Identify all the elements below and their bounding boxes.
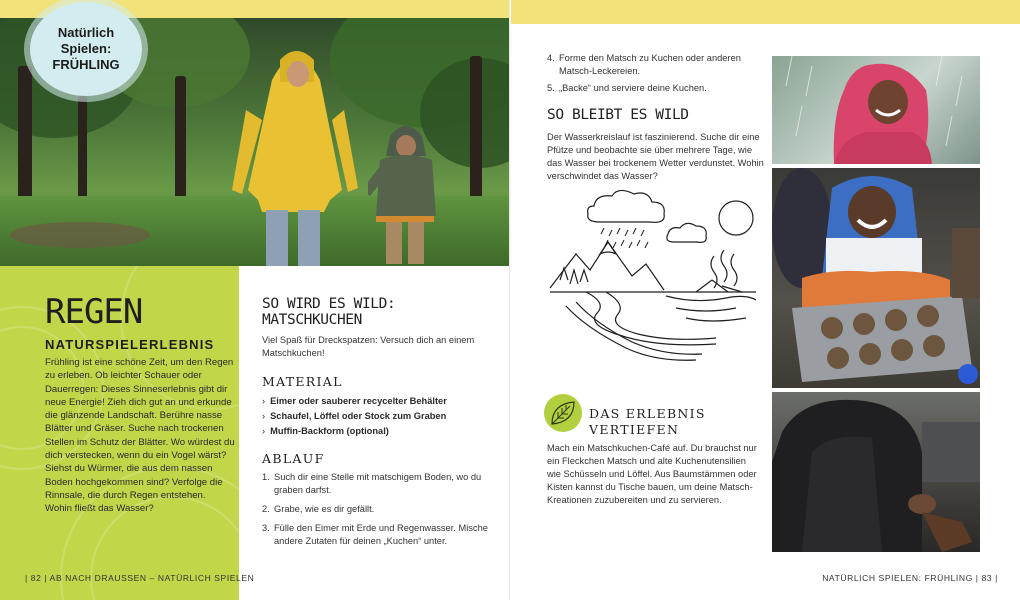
ablauf-heading: ABLAUF [262, 451, 325, 466]
list-item [262, 503, 500, 516]
list-item [262, 471, 500, 497]
keep-wild-text: Der Wasserkreislauf ist faszinierend. Suche dir eine Pfütze und beobachte sie über mehrere Tage, wie das Wasser bei trockenem Wetter verdunstet. Wohin verschwindet das Wasser? [547, 132, 764, 181]
black-jacket-child-graphic [772, 392, 980, 552]
badge-line3: FRÜHLING [52, 57, 120, 72]
list-item [262, 424, 500, 439]
steps-list-continued [547, 52, 765, 95]
list-item [262, 522, 500, 548]
step-text: Forme den Matsch zu Kuchen oder anderen Matsch-Leckereien. [559, 53, 741, 76]
leaf-icon-graphic [544, 394, 582, 432]
photo-child-in-black-jacket [772, 392, 980, 552]
material-list [262, 394, 500, 439]
deepen-text: Mach ein Matschkuchen-Café auf. Du brauchst nur ein Fleckchen Matsch und alte Kuchenutensilien wie Schüsseln und Löffel. Aus Baumstämmen oder Kisten kannst du Tische bauen, um deine Matsch-Kreationen zuzubereiten und zu servieren. [547, 443, 757, 505]
footer-left: | 82 | AB NACH DRAUSSEN – NATÜRLICH SPIELEN [25, 573, 255, 583]
keep-wild-heading: SO BLEIBT ES WILD [547, 107, 689, 123]
man-in-yellow-raincoat [232, 40, 360, 266]
list-item [262, 409, 500, 424]
water-cycle-illustration [546, 188, 760, 370]
chevron-right-icon: › [262, 396, 266, 406]
yellow-top-band-right [511, 0, 1020, 24]
page-title: REGEN [45, 292, 143, 332]
step-text: Grabe, wie es dir gefällt. [274, 504, 375, 514]
step-text: Such dir eine Stelle mit matschigem Boden, wo du graben darfst. [274, 472, 482, 495]
photo-child-with-mud-muffins [772, 168, 980, 388]
badge-line1: Natürlich [57, 25, 115, 40]
material-heading: MATERIAL [262, 374, 343, 389]
activity-intro: Viel Spaß für Dreckspatzen: Versuch dich an einem Matschkuchen! [262, 335, 475, 358]
steps-list [262, 471, 500, 548]
deepen-heading-line2: VERTIEFEN [589, 422, 680, 437]
step-number: 3. [262, 523, 270, 533]
pink-raincoat-child-graphic [772, 56, 980, 164]
deepen-heading-line1: DAS ERLEBNIS [589, 406, 706, 421]
material-item: Eimer oder sauberer recycelter Behälter [270, 396, 447, 406]
deepen-heading [589, 406, 706, 438]
step-text: „Backe“ und serviere deine Kuchen. [559, 83, 707, 93]
badge-line2: Spielen: [60, 41, 112, 56]
section-subtitle: NATURSPIELERLEBNIS [45, 337, 215, 352]
page-gutter [509, 0, 511, 600]
activity-heading: SO WIRD ES WILD: MATSCHKUCHEN [262, 296, 396, 328]
step-number: 4. [547, 53, 555, 63]
child-in-camo-jacket [368, 116, 442, 266]
leaf-icon [544, 394, 582, 432]
list-item [547, 82, 765, 95]
activity-column [262, 296, 500, 554]
list-item [262, 394, 500, 409]
chevron-right-icon: › [262, 426, 266, 436]
chevron-right-icon: › [262, 411, 266, 421]
intro-paragraph: Frühling ist eine schöne Zeit, um den Regen zu erleben. Ob leichter Schauer oder Dauerregen: Dieses Sinneserlebnis gibt dir neue Energie! Zieh dich gut an und erkunde die glänzende Landschaft. Berühre nasse Blätter und Gräser. Suche nach trockenen Stellen im Schutz der Blätter. Wo würdest du dich verstecken, wenn du ein Vogel wärst? Siehst du Würmer, die aus dem nassen Boden hochgekommen sind? Verfolge die Rinnsale, die durch Regen entstehen. Wohin fließt das Wasser? [45, 357, 235, 515]
footer-right: NATÜRLICH SPIELEN: FRÜHLING | 83 | [822, 573, 998, 583]
mud-muffins-child-graphic [772, 168, 980, 388]
step-text: Fülle den Eimer mit Erde und Regenwasser. Mische andere Zutaten für deinen „Kuchen“ unter. [274, 523, 488, 546]
step-number: 1. [262, 472, 270, 482]
muddy-patch [10, 222, 150, 248]
season-badge [30, 2, 142, 96]
photo-child-in-pink-raincoat [772, 56, 980, 164]
material-item: Schaufel, Löffel oder Stock zum Graben [270, 411, 447, 421]
material-item: Muffin-Backform (optional) [270, 426, 389, 436]
step-number: 5. [547, 83, 555, 93]
step-number: 2. [262, 504, 270, 514]
list-item [547, 52, 765, 78]
right-text-column [547, 52, 765, 183]
